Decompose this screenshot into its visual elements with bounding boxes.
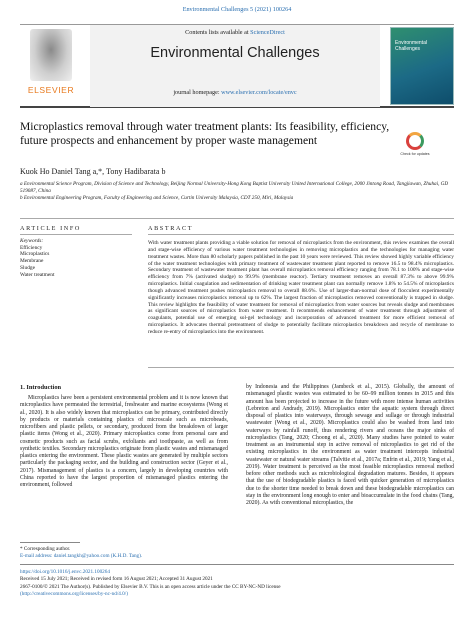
article-info-heading: ARTICLE INFO [20, 225, 81, 232]
abstract-heading: ABSTRACT [148, 225, 194, 232]
homepage-prefix: journal homepage: [173, 89, 222, 96]
doi-link[interactable]: https://doi.org/10.1016/j.envc.2021.100264 [20, 569, 110, 575]
divider [148, 367, 454, 368]
divider [148, 234, 454, 235]
author-list[interactable]: Kuok Ho Daniel Tang a,*, Tony Hadibarata b [20, 167, 166, 176]
abstract-text: With water treatment plants providing a viable solution for removal of microplastics from the environment, this review examines the overall and stage-wise efficiency of various water treatment technologies in removing microplastics and the technologies for managing water treatment wastes. More than 80 scholarly papers published in the past 10 years were reviewed. This review showed highly variable efficiency of the water treatment technologies with primary treatment of wastewater treatment plant reported to remove 16.5 to 98.4% microplastics. Secondary treatment of wastewater treatment plant has overall microplastics removal efficiency ranging from 78.1 to 100% and stage-wise efficiency from 7% (activated sludge) to 99.9% (membrane reactor). Tertiary treatment removes an overall 87.3% to above 99.9% microplastics. Initial coagulation and sedimentation of drinking water treatment plant can normally remove 1.8% to 54.5% of microplastics though advanced treatment pushes microplastics removal to overall 88.6%. Use of larger-than-normal dose of flocculent experimentally significantly increases microplastics removal up to 62%. The largest fraction of microplastics removed conventionally is trapped in sludge. This review highlights the feasibility of water treatment for removal of microplastics from water sources but reveals sludge and membranes as significant sources of microplastics from water treatment. It recommends enhancement of water treatment through adjustment of coagulants, potential use of emerging sol-gel technology and incorporation of advanced treatment for more efficient removal of microplastics. It advocates thermal pretreatment of sludge to potentially facilitate microplastics breakdown and recycle of membrane to reduce re-entry of microplastics into the environment. [148, 240, 454, 335]
journal-masthead [20, 24, 454, 108]
keyword: Microplastics [20, 251, 50, 258]
keywords-title: Keywords: [20, 238, 44, 244]
journal-title: Environmental Challenges [150, 45, 320, 61]
divider [20, 564, 454, 565]
divider [20, 234, 132, 235]
keyword: Water treatment [20, 271, 55, 278]
keyword: Membrane [20, 258, 44, 265]
keywords-block [20, 238, 132, 278]
divider [20, 542, 80, 543]
section-title: 1. Introduction [20, 384, 62, 391]
check-for-updates-button[interactable] [400, 132, 430, 166]
journal-cover-image[interactable] [390, 27, 454, 105]
elsevier-logo [20, 29, 82, 105]
masthead-center [90, 25, 380, 107]
author-email-link[interactable]: E-mail address: daniel.tangkh@yahoo.com (K.H.D. Tang). [20, 553, 143, 559]
body-column-left [20, 395, 228, 489]
homepage-line [90, 89, 380, 96]
license-text: 2667-0100/© 2021 The Author(s). Published by Elsevier B.V. This is an open access article under the CC BY-NC-ND license [20, 583, 281, 590]
license-link[interactable]: (http://creativecommons.org/licenses/by-nc-nd/4.0/) [20, 590, 128, 597]
contents-line [90, 29, 380, 36]
check-updates-icon [406, 132, 424, 150]
corresponding-author-note: * Corresponding author. [20, 546, 71, 552]
journal-homepage-link[interactable]: www.elsevier.com/locate/envc [221, 89, 297, 96]
affiliation-a: a Environmental Science Program, Division of Science and Technology, Beijing Normal University-Hong Kong Baptist University United International College, 2000 Jintong Road, Tangjiawan, Zhuhai, GD 519087, China [20, 181, 449, 194]
body-paragraph: by Indonesia and the Philippines (Jambeck et al., 2015). Globally, the amount of mismanaged plastic wastes was estimated to be 60–99 million tonnes in 2015 and this amount has been projected to increase in the future with more intense human activities (Lebreton and Andrady, 2019). Microplastics enter the aquatic system through direct disposal of plastics into waterways, through sewage and sullage or through industrial wastewater (Wong et al., 2020). Microplastics could also be washed from land into waterways by rainfall runoff, thus rendering rivers and oceans the major sinks of microplastics (Tang, 2020; Choong et al., 2020). Many studies have pointed to water treatment as an instrumental step in active removal of microplastics to get rid of the existing microplastics in the environment as water treatment intercepts industrial wastewater or natural water streams (Talvitie et al., 2017a; Enfrin et al., 2019; Yang et al., 2019). Water treatment is perceived as the most feasible microplastics removal method before other methods such as microbiological degradation matures. Besides, it appears that the use of biodegradable plastics is faced with quicker generation of microplastics due to the shorter time needed to break down and these biodegradable microplastics can stay in the environment long enough to enter and bioaccumulate in the food chains (Tang, 2020). As with conventional microplastics, the [246, 384, 454, 506]
elsevier-tree-icon [30, 29, 72, 81]
divider [20, 218, 454, 219]
sciencedirect-link[interactable]: ScienceDirect [250, 29, 285, 36]
keyword: Sludge [20, 264, 35, 271]
keyword: Efficiency [20, 244, 43, 251]
body-paragraph: Microplastics have been a persistent environmental problem and it is now known that microplastics have permeated the terrestrial, freshwater and marine ecosystems (Wong et al., 2020). It is also widely known that microplastics can be primary, contributed directly by products or materials containing plastics of microscale such as microbeads, microfibers and plastic pellets, or secondary, produced from the breakdown of larger plastic items (Wong et al., 2020). Primary microplastics come from personal care and cosmetic products such as facial scrubs, exfoliants and toothpaste, as well as from synthetic textiles. Secondary microplastics originate from plastic wastes and mismanaged plastics entering the environment. These plastic wastes are generated by multiple sectors particularly the packaging sector, and the building and construction sector (Geyer et al., 2017). Mismanagement of plastics is a concern, largely in developing countries with China reported to have the largest proportion of mismanaged plastics entering the environment, followed [20, 395, 228, 488]
check-updates-label: Check for updates [400, 152, 430, 156]
body-column-right [246, 384, 454, 507]
journal-citation[interactable]: Environmental Challenges 5 (2021) 100264 [182, 6, 292, 13]
cover-title: Environmental Challenges [395, 40, 427, 52]
publisher-name: ELSEVIER [27, 85, 75, 95]
article-dates: Received 15 July 2021; Received in revised form 16 August 2021; Accepted 31 August 2021 [20, 576, 213, 583]
article-title: Microplastics removal through water treatment plants: Its feasibility, efficiency, future prospects and enhancement by proper waste management [20, 120, 390, 148]
publication-info [20, 569, 454, 598]
contents-prefix: Contents lists available at [185, 29, 251, 36]
affiliation-b: b Environmental Engineering Program, Faculty of Engineering and Science, Curtin University Malaysia, CDT 250, Miri, Malaysia [20, 195, 294, 201]
